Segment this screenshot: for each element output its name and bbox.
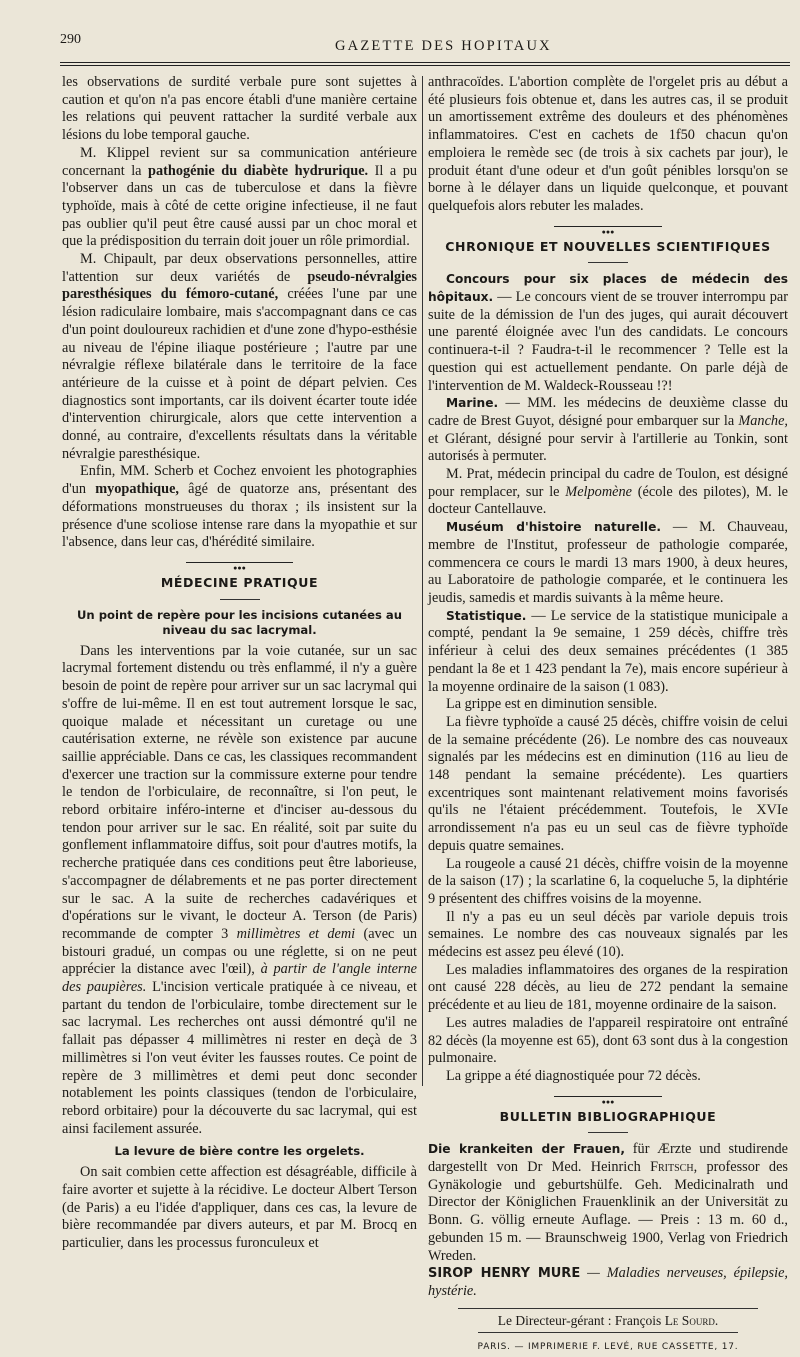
paragraph: Il n'y a pas eu un seul décès par variole depuis trois semaines. Le nombre des cas nouveaux signalés par les médecins est assez peu élevé (10). (428, 908, 788, 961)
paragraph: La grippe est en diminution sensible. (446, 696, 658, 713)
footer-rule (458, 1308, 758, 1309)
page-number: 290 (60, 32, 81, 47)
paragraph: M. Chipault, par deux observations personnelles, attire l'attention sur deux variétés de pseudo-névralgies paresthésiques du fémoro-cutané, créées l'une par une lésion radiculaire lombaire, mais s'accompagnant dans ce cas d'un point douloureux rachidien et d'une zone d'hypo-esthésie au niveau de l'épine iliaque postérieure ; l'autre par une névralgie réflexe bilatérale dans le territoire de la face antérieure de la cuisse et à point de départ pelvien. Ces diagnostics sont importants, car ils doivent écarter toute idée d'intervention chirurgicale, alors que cette intervention a donné, au contraire, d'excellents résultats dans la véritable névralgie paresthésique. (62, 251, 418, 462)
running-title: GAZETTE DES HOPITAUX (335, 38, 552, 54)
header-rule-thin (60, 65, 790, 66)
left-column (62, 74, 417, 1253)
column-divider (422, 76, 423, 1086)
subheading-lacrymal: Un point de repère pour les incisions cutanées au niveau du sac lacrymal. (77, 607, 402, 637)
news-item: M. Prat, médecin principal du cadre de Toulon, est désigné pour remplacer, sur le Melpomène (école des pilotes), M. le docteur Cantellauve. (428, 466, 788, 518)
paragraph: M. Klippel revient sur sa communication antérieure concernant la pathogénie du diabète hydrurique. Il a pu l'observer dans un cas de tuberculose et dans la fièvre typhoïde, mais à côté de cette origine infectieuse, il ne faut pas oublier qu'il peut être causé aussi par un choc moral et que la prédisposition du terrain doit jouer un rôle primordial. (62, 144, 417, 250)
paragraph: les observations de surdité verbale pure sont sujettes à caution et qu'on n'a pas encore établi d'une manière certaine les relations qui peuvent rattacher la surdité verbale aux lésions du lobe temporal gauche. (62, 74, 417, 144)
paragraph: On sait combien cette affection est désagréable, difficile à faire avorter et sujette à la récidive. Le docteur Albert Terson (de Paris) a eu l'idée d'appliquer, dans ces cas, la levure de bière recommandée par divers auteurs, et par M. Brocq en particulier, dans les processus furonculeux et (62, 1164, 417, 1252)
section-heading-medecine: MÉDECINE PRATIQUE (160, 574, 319, 590)
ornament-divider: ●●● (62, 559, 417, 565)
header-rule (60, 62, 790, 63)
ornament-divider: ●●● (428, 223, 788, 229)
news-item: Concours pour six places de médecin des hôpitaux. — Le concours vient de se trouver interrompu par suite de la démission de l'un des juges, qui aurait découvert une parenté éloignée avec l'un des candidats. Le concours continuera-t-il ? Faudra-t-il le recommencer ? Telle est la question qui est actuellement pendante. On parle déjà de l'intervention de M. Waldeck-Rousseau !?! (428, 272, 788, 394)
paragraph: Les autres maladies de l'appareil respiratoire ont entraîné 82 décès (la moyenne est 65), dont 63 sont dus à la congestion pulmonaire. (428, 1014, 788, 1067)
footer-rule (478, 1332, 738, 1333)
news-item: Muséum d'histoire naturelle. — M. Chauveau, membre de l'Institut, professeur de pathologie comparée, commencera ce cours le mardi 13 mars 1900, à deux heures, au Laboratoire de pathologie comparée, et le continuera les jeudis, samedis et mardis suivants à la même heure. (428, 519, 788, 606)
paragraph: La fièvre typhoïde a causé 25 décès, chiffre voisin de celui de la semaine précédente (26). Le nombre des cas nouveaux signalés par les médecins est en diminution (116 au lieu de 148 pendant la semaine précédente). Les quartiers excentriques sont maintenant relativement moins favorisés qu'ils ne l'étaient précédemment. Toutefois, le XVIe arrondissement n'a pas eu un seul cas de fièvre typhoïde depuis quatre semaines. (428, 713, 788, 854)
paragraph: La grippe a été diagnostiquée pour 72 décès. (446, 1067, 701, 1084)
paragraph: La rougeole a causé 21 décès, chiffre voisin de la moyenne de la saison (17) ; la scarlatine 6, la coqueluche 5, la diphtérie 9 présentent des chiffres voisins de la moyenne. (428, 855, 788, 907)
section-heading-bulletin: BULLETIN BIBLIOGRAPHIQUE (499, 1108, 717, 1124)
paragraph: Les maladies inflammatoires des organes de la respiration ont causé 228 décès, au lieu de 272 pendant la semaine précédente et au lieu de 181, moyenne ordinaire de la saison. (428, 961, 788, 1014)
printer-imprint: PARIS. — IMPRIMERIE F. LEVÉ, RUE CASSETTE, 17. (477, 1342, 739, 1353)
short-rule (588, 262, 628, 263)
ornament-divider: ●●● (428, 1093, 788, 1099)
news-item: Statistique. — Le service de la statistique municipale a compté, pendant la 9e semaine, 1 259 décès, chiffre très inférieur à celui des deux semaines précédentes (1 385 pendant la 8e et 1 423 pendant la 7e), mais encore supérieur à la moyenne ordinaire de la saison (1 083). (428, 607, 788, 695)
advertisement-sirop: SIROP HENRY MURE — Maladies nerveuses, épilepsie, hystérie. (428, 1265, 788, 1299)
director-credit: Le Directeur-gérant : François Le Sourd. (497, 1312, 719, 1328)
bibliography-entry: Die krankeiten der Frauen, für Ærzte und studirende dargestellt von Dr Med. Heinrich Fritsch, professor des Gynäkologie und geburtshülfe. Geh. Medicinalrath und Director der Königlichen Frauenklinik an der Universität zu Bonn. G. völlig erneute Auflage. — Preis : 13 m. 60 d., gebunden 15 m. — Braunschweig 1900, Verlag von Friedrich Wreden. (428, 1141, 788, 1264)
paragraph: Dans les interventions par la voie cutanée, sur un sac lacrymal fortement distendu ou très enflammé, il n'y a guère besoin de point de repère pour arriver sur un sac lacrymal qui s'offre de lui-même. Il en est tout autrement lorsque le sac, quoique malade et nécessitant un curetage ou une cautérisation externe, ne révèle son existence par aucune saillie appréciable. Dans ce cas, les classiques recommandent d'exercer une traction sur la commissure externe pour tendre le tendon de l'orbiculaire, de reconnaître, si l'on peut, le rebord orbitaire inféro-interne et d'inciser au-dessous du tendon pour arriver sur le sac. En réalité, soit par suite du gonflement inflammatoire diffus, soit pour d'autres motifs, la recherche pratiquée dans ces conditions peut être laborieuse, s'accompagner de délabrements et ne pas porter directement sur le sac. A la suite de recherches cadavériques et d'opérations sur le vivant, le docteur A. Terson (de Paris) recommande de compter 3 millimètres et demi (avec un bistouri gradué, un compas ou une réglette, si on ne peut apprécier la distance avec l'œil), à partir de l'angle interne des paupières. L'incision verticale pratiquée à ce niveau, et partant du tendon de l'orbiculaire, tombe directement sur le sac lacrymal. Les recherches ont aussi démontré qu'il ne fallait pas dépasser 4 millimètres ni rester en deçà de 3 millimètres si l'on veut éviter les fausses routes. Ce point de repère de 3 millimètres et demi peut donc seconder notablement les points classiques (tendon de l'orbiculaire, rebord orbitaire) pour la découverte du sac lacrymal, qui est ainsi facilement assurée. (62, 642, 417, 1137)
news-item: Marine. — MM. les médecins de deuxième classe du cadre de Brest Guyot, désigné pour embarquer sur la Manche, et Glérant, désigné pour servir à l'artillerie au Tonkin, sont autorisés à permuter. (428, 395, 788, 465)
paragraph: Enfin, MM. Scherb et Cochez envoient les photographies d'un myopathique, âgé de quatorze ans, présentant des déformations monstrueuses du thorax ; ils insistent sur la présence d'une scoliose intense rare dans la myopathie et sur l'absence, dans leur cas, d'hérédité similaire. (62, 463, 417, 551)
section-heading-chronique: CHRONIQUE ET NOUVELLES SCIENTIFIQUES (445, 238, 771, 254)
paragraph: anthracoïdes. L'abortion complète de l'orgelet pris au début a été plusieurs fois obtenue et, dans les autres cas, il se produit un amortissement extrême des douleurs et des phénomènes inflammatoires. C'est en cachets de 1f50 chacun qu'on emploiera le remède sec (de trois à six cachets par jour), le produit étant d'une odeur et d'un goût pénibles lorsqu'on se borne à le délayer dans un liquide quelconque, et pouvant quelquefois alors rebuter les malades. (428, 74, 788, 214)
subheading-levure: La levure de bière contre les orgelets. (114, 1144, 365, 1159)
right-column (428, 74, 788, 1357)
short-rule (588, 1132, 628, 1133)
short-rule (220, 599, 260, 600)
